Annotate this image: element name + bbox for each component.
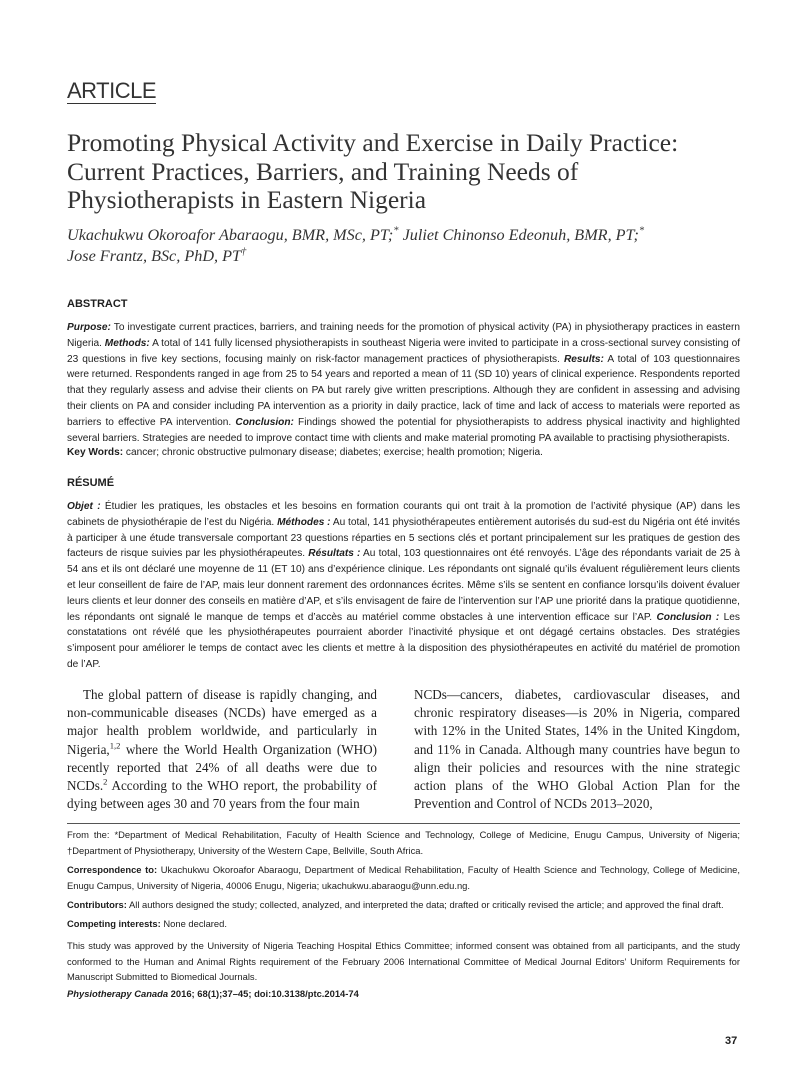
footnote-affiliations: From the: *Department of Medical Rehabilitation, Faculty of Health Science and Technology, College of Medicine, Enugu Campus, University of Nigeria; †Department of Physiotherapy, University of the Western Cape, Bellville, South Africa. (67, 829, 740, 856)
footnote-divider (67, 823, 740, 824)
abstract-conclusion: Findings showed the potential for physiotherapists to address physical inactivity and highlighted several barriers. Strategies are needed to improve contact time with clients and make material promoting PA available to practising physiotherapists. (67, 416, 740, 444)
abstract-heading: ABSTRACT (67, 298, 128, 310)
journal-name: Physiotherapy Canada (67, 988, 169, 999)
resume-text (67, 499, 740, 673)
abstract-results-label: Results: (563, 353, 604, 365)
author-2: Juliet Chinonso Edeonuh, BMR, PT; (398, 226, 639, 244)
resume-resultats: Au total, 103 questionnaires ont été renvoyés. L’âge des répondants variait de 25 à 54 ans et ils ont déclaré une moyenne de 11 (ET 10) ans d’expérience clinique. Les répondants ont signalé qu’ils évaluent régulièrement leurs clients et leur conseillent de faire de l’AP, mais leur donnent rarement des ordonnances écrites. Même s’ils se sentent en confiance lorsqu’ils doivent évaluer leurs clients et leur donner des conseils en matière d’AP, et s’ils envisagent de faire de l’intervention sur l’AP une priorité dans la pratique quotidienne, les répondants ont signalé le manque de temps et d’accès au matériel comme obstacles à une intervention efficace sur l’AP. (67, 548, 740, 623)
journal-citation (67, 988, 359, 999)
abstract-conclusion-label: Conclusion: (235, 416, 294, 428)
section-label: ARTICLE (67, 78, 157, 103)
contributors-text: All authors designed the study; collected, analyzed, and interpreted the data; drafted or critically revised the article; and approved the final draft. (126, 899, 724, 910)
body-column-right: NCDs—cancers, diabetes, cardiovascular diseases, and chronic respiratory diseases—is 20% in Nigeria, compared with 12% in the United States, 14% in the United Kingdom, and 11% in Canada. Although many countries have begun to align their policies and resources with the nine strategic action plans of the WHO Global Action Plan for the Prevention and Control of NCDs 2013–2020, (414, 687, 740, 812)
abstract-results: A total of 103 questionnaires were returned. Respondents ranged in age from 25 to 54 years and reported a mean of 11 (SD 10) years of clinical experience. Respondents reported that they regularly assess and advise their clients on PA but rarely give written prescriptions. Although they are confident in assessing and advising their clients on PA and consider including PA intervention as a priority in daily practice, lack of time and lack of access to materials were reported as barriers to effective PA intervention. (67, 353, 740, 428)
author-3-affiliation-mark: † (241, 246, 247, 258)
resume-objet-label: Objet : (67, 501, 101, 512)
resume-methodes-label: Méthodes : (277, 516, 331, 528)
footnote-contributors (67, 897, 740, 913)
footnote-ethics: This study was approved by the University of Nigeria Teaching Hospital Ethics Committee; informed consent was obtained from all participants, and the study conformed to the Human and Animal Rights requirement of the February 2006 International Committee of Medical Journal Editors’ Uniform Requirements for Manuscript Submitted to Biomedical Journals. (67, 940, 740, 982)
correspondence-label: Correspondence to: (67, 864, 158, 875)
author-1-affiliation-mark: * (393, 225, 399, 237)
keywords (67, 445, 740, 460)
resume-objet: Étudier les pratiques, les obstacles et les besoins en formation courants qui ont trait à la promotion de l’activité physique (AP) dans les cabinets de physiothérapie de l’est du Nigéria. (67, 501, 741, 528)
resume-conclusion: Les constatations ont révélé que les physiothérapeutes pourraient aborder l’inactivité physique et ont dégagé certains obstacles. Des stratégies s’imposent pour améliorer le temps de contact avec les clients et mettre à la disposition des physiothérapeutes en activité du matériel de promotion de l’AP. (67, 611, 740, 670)
resume-resultats-label: Résultats : (308, 548, 361, 560)
resume-heading: RÉSUMÉ (67, 477, 115, 489)
keywords-text: cancer; chronic obstructive pulmonary disease; diabetes; exercise; health promotion; Nigeria. (123, 447, 543, 458)
author-1: Ukachukwu Okoroafor Abaraogu, BMR, MSc, PT; (67, 226, 394, 244)
page-number: 37 (725, 1035, 738, 1047)
abstract-purpose-label: Purpose: (67, 322, 111, 333)
article-title: Promoting Physical Activity and Exercise in Daily Practice: Current Practices, Barriers, and Training Needs of Physiotherapists in Eastern Nigeria (67, 128, 679, 214)
author-2-affiliation-mark: * (638, 225, 645, 237)
body-left-text-2: where the World Health Organization (WHO) recently reported that 24% of all deaths were due to NCDs. (67, 741, 377, 794)
abstract-text (67, 320, 740, 446)
competing-interests-label: Competing interests: (67, 918, 161, 929)
competing-interests-text: None declared. (160, 918, 227, 929)
author-3: Jose Frantz, BSc, PhD, PT (67, 247, 241, 265)
abstract-methods-label: Methods: (104, 337, 150, 349)
body-left-text-3: According to the WHO report, the probability of dying between ages 30 and 70 years from the four main (67, 778, 377, 812)
citation-ref: 2 (103, 776, 108, 787)
citation-ref: 1,2 (109, 740, 121, 751)
resume-conclusion-label: Conclusion : (656, 611, 720, 623)
resume-methodes: Au total, 141 physiothérapeutes entièrement autorisés du sud-est du Nigéria ont été invités à participer à une étude transversale comportant 23 questions réparties en 5 sections clés et portant principalement sur les pratiques de gestion des facteurs de risque suivies par les physiothérapeutes. (67, 516, 740, 560)
body-column-left (67, 686, 377, 813)
keywords-label: Key Words: (67, 447, 124, 458)
author-list (67, 225, 757, 267)
footnote-correspondence (67, 862, 740, 893)
abstract-methods: A total of 141 fully licensed physiotherapists in southeast Nigeria were invited to participate in a cross-sectional survey consisting of 23 questions in five key sections, focusing mainly on risk-factor management practices of physiotherapists. (67, 337, 741, 365)
footnote-competing-interests (67, 916, 740, 932)
abstract-purpose: To investigate current practices, barriers, and training needs for the promotion of physical activity (PA) in physiotherapy practices in eastern Nigeria. (67, 322, 740, 349)
body-left-text-1: The global pattern of disease is rapidly changing, and non-communicable diseases (NCDs) have emerged as a major health problem worldwide, and particularly in Nigeria, (67, 687, 377, 757)
citation-details: 2016; 68(1);37–45; doi:10.3138/ptc.2014-74 (168, 988, 359, 999)
correspondence-text: Ukachukwu Okoroafor Abaraogu, Department of Medical Rehabilitation, Faculty of Health Science and Technology, College of Medicine, Enugu Campus, University of Nigeria, 40006 Enugu, Nigeria; ukachukwu.abaraogu@unn.edu.ng. (67, 864, 740, 891)
contributors-label: Contributors: (67, 899, 127, 910)
